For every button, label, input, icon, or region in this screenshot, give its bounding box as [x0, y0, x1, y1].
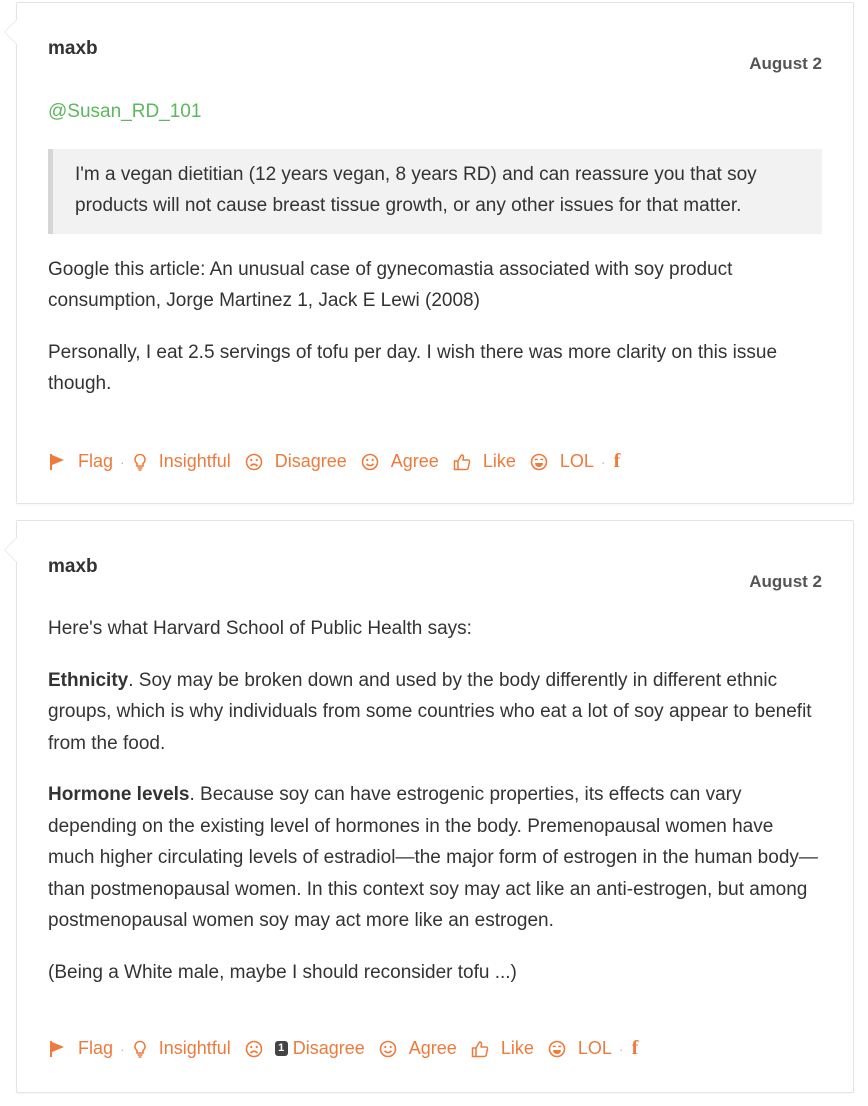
bold-term: Hormone levels: [48, 784, 190, 805]
facebook-share-button[interactable]: [614, 450, 621, 473]
lol-button[interactable]: [530, 451, 594, 472]
lightbulb-icon: [133, 1040, 147, 1058]
disagree-button[interactable]: [245, 451, 347, 472]
quoted-text: [48, 149, 822, 234]
separator: ·: [618, 1040, 624, 1057]
comment-date[interactable]: August 2: [749, 572, 822, 591]
lol-label: LOL: [577, 1038, 612, 1058]
comment-author[interactable]: maxb: [48, 38, 98, 59]
bold-term: Ethnicity: [48, 669, 129, 691]
agree-label: Agree: [408, 1038, 457, 1058]
facebook-share-button[interactable]: [632, 1037, 639, 1060]
comment-paragraph: Personally, I eat 2.5 servings of tofu per day. I wish there was more clarity on this issue though.: [48, 341, 778, 394]
comment-paragraph: [48, 779, 822, 937]
comment-author[interactable]: maxb: [48, 556, 98, 577]
smile-face-icon: [361, 453, 379, 471]
agree-button[interactable]: [379, 1038, 457, 1059]
insightful-button[interactable]: [133, 451, 231, 472]
frown-face-icon: [245, 1040, 263, 1058]
comment-paragraph: Here's what Harvard School of Public Health says:: [48, 618, 472, 639]
like-button[interactable]: [471, 1038, 534, 1059]
comment-body: [48, 613, 822, 1008]
paragraph-text: . Soy may be broken down and used by the body differently in different ethnic groups, which is why individuals from some countries who eat a lot of soy appear to benefit from the food.: [48, 669, 812, 754]
facebook-icon: f: [613, 450, 621, 472]
paragraph-text: . Because soy can have estrogenic properties, its effects can vary depending on the existing level of hormones in the body. Premenopausal women have much higher circulating levels of estradiol—the major form of estrogen in the human body—than postmenopausal women. In this context soy may act like an anti-estrogen, but among postmenopausal women soy may act more like an estrogen.: [48, 784, 818, 931]
like-label: Like: [500, 1038, 534, 1058]
user-mention[interactable]: @Susan_RD_101: [48, 101, 202, 122]
frown-face-icon: [245, 453, 263, 471]
disagree-label: Disagree: [274, 451, 347, 471]
comment-actions: [48, 1037, 638, 1060]
separator: ·: [120, 1040, 125, 1057]
separator: ·: [600, 453, 606, 470]
agree-label: Agree: [390, 451, 439, 471]
like-label: Like: [482, 451, 516, 471]
comment-date[interactable]: August 2: [749, 54, 822, 73]
comment-card: [16, 2, 854, 504]
lol-label: LOL: [559, 451, 594, 471]
comment-card: [16, 520, 854, 1093]
comment-actions: [48, 450, 620, 473]
flag-label: Flag: [78, 1038, 114, 1058]
disagree-count-badge: 1: [275, 1041, 288, 1056]
quote-paragraph: I'm a vegan dietitian (12 years vegan, 8 years RD) and can reassure you that soy products will not cause breast tissue growth, or any other issues for that matter.: [75, 163, 757, 216]
flag-button[interactable]: [48, 451, 113, 472]
comment-paragraph: [48, 665, 822, 760]
comment-body: [48, 96, 822, 420]
disagree-label: Disagree: [292, 1038, 365, 1058]
like-button[interactable]: [453, 451, 516, 472]
facebook-icon: f: [631, 1037, 639, 1059]
thumbs-up-icon: [453, 453, 471, 471]
lol-button[interactable]: [548, 1038, 612, 1059]
flag-label: Flag: [78, 451, 114, 471]
separator: ·: [120, 453, 125, 470]
flag-button[interactable]: [48, 1038, 113, 1059]
agree-button[interactable]: [361, 451, 439, 472]
flag-icon: [48, 1040, 66, 1058]
smile-face-icon: [379, 1040, 397, 1058]
comment-paragraph: Google this article: An unusual case of gynecomastia associated with soy product consumption, Jorge Martinez 1, Jack E Lewi (2008): [48, 258, 733, 311]
comment-paragraph: (Being a White male, maybe I should reconsider tofu ...): [48, 961, 517, 983]
laughing-face-icon: [530, 453, 548, 471]
insightful-button[interactable]: [133, 1038, 231, 1059]
disagree-button[interactable]: [245, 1038, 365, 1059]
lightbulb-icon: [133, 453, 147, 471]
insightful-label: Insightful: [158, 451, 231, 471]
flag-icon: [48, 453, 66, 471]
laughing-face-icon: [548, 1040, 566, 1058]
thumbs-up-icon: [471, 1040, 489, 1058]
insightful-label: Insightful: [158, 1038, 231, 1058]
